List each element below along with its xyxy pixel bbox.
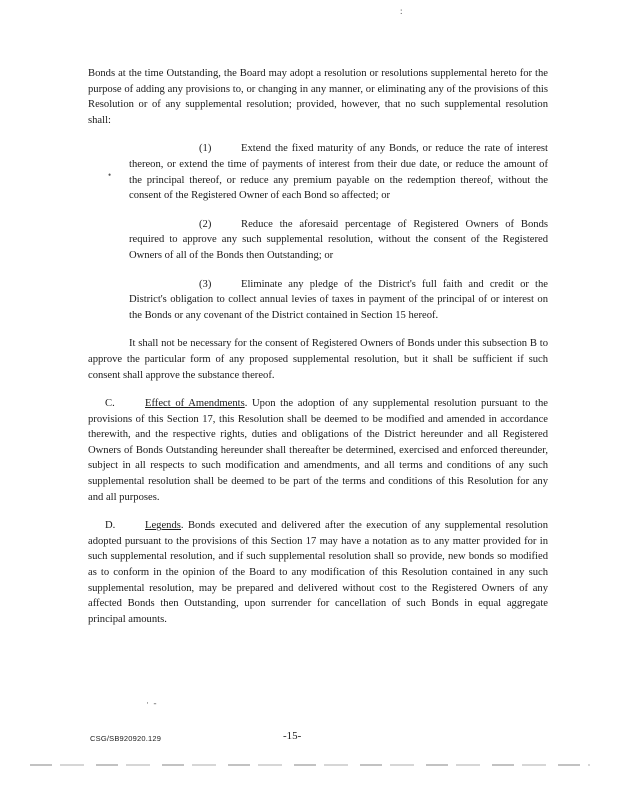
section-text: . Upon the adoption of any supplemental resolution pursuant to the provisions of this Section 17, this Resolution shall be deemed to be modified and amended in accordance therewith, and the respective rights, duties and obligations of the District hereunder and all Registered Owners of Bonds Outstanding hereunder shall thereafter be determined, exercised and enforced thereunder, subject in all respects to such modification and amendments, and all terms and conditions of any such supplemental resolution shall be deemed to be part of the terms and conditions of this Resolution for any and all purposes. <box>88 398 548 503</box>
section-text: . Bonds executed and delivered after the execution of any supplemental resolution adopted pursuant to the provisions of this Section 17 may have a notation as to any matter provided for in such supplemental resolution, and if such supplemental resolution shall so provide, new bonds so modified as to conform in the opinion of the Board to any modification of this Resolution contained in any such supplemental resolution, may be prepared and delivered without cost to the Registered Owners of any affected Bonds then Outstanding, upon surrender for cancellation of such Bonds in equal aggregate principal amounts. <box>88 520 548 625</box>
item-number: (3) <box>199 278 212 290</box>
list-item-2 <box>129 217 548 264</box>
page-number: -15- <box>283 730 302 742</box>
section-heading: Effect of Amendments <box>145 398 245 410</box>
document-reference: CSG/SB920920.129 <box>90 734 162 743</box>
section-d-paragraph <box>88 518 548 627</box>
item-text: Eliminate any pledge of the District's full faith and credit or the District's obligation to collect annual levies of taxes in payment of the principal of or interest on the Bonds or any covenant of the District contained in Section 15 hereof. <box>129 278 548 321</box>
section-heading: Legends <box>145 520 181 532</box>
section-c-paragraph <box>88 396 548 505</box>
scan-speck: : <box>400 6 403 16</box>
item-text: Extend the fixed maturity of any Bonds, or reduce the rate of interest thereon, or extend the time of payments of interest from their due date, or reduce the amount of the principal thereof, or reduce any premium payable on the redemption thereof, without the consent of the Registered Owner of each Bond so affected; or <box>129 143 548 202</box>
list-item-1 <box>129 141 548 203</box>
section-letter: C. <box>105 398 115 410</box>
scan-speck: • <box>108 170 112 180</box>
item-number: (1) <box>199 143 212 155</box>
consent-paragraph: It shall not be necessary for the consent of Registered Owners of Bonds under this subsection B to approve the particular form of any proposed supplemental resolution, but it shall be sufficient if such consent shall approve the substance thereof. <box>88 338 548 381</box>
item-text: Reduce the aforesaid percentage of Registered Owners of Bonds required to approve any such supplemental resolution, without the consent of the Registered Owners of all of the Bonds then Outstanding; or <box>129 218 548 261</box>
item-number: (2) <box>199 218 212 230</box>
intro-paragraph: Bonds at the time Outstanding, the Board may adopt a resolution or resolutions supplemental hereto for the purpose of adding any provisions to, or changing in any manner, or eliminating any of the provisions of this Resolution or of any supplemental resolution; provided, however, that no such supplemental resolution shall: <box>88 68 548 126</box>
section-letter: D. <box>105 520 116 532</box>
scan-edge-artifact <box>30 764 590 766</box>
document-body <box>88 66 548 640</box>
scan-speck: · - <box>146 698 157 708</box>
list-item-3 <box>129 277 548 324</box>
